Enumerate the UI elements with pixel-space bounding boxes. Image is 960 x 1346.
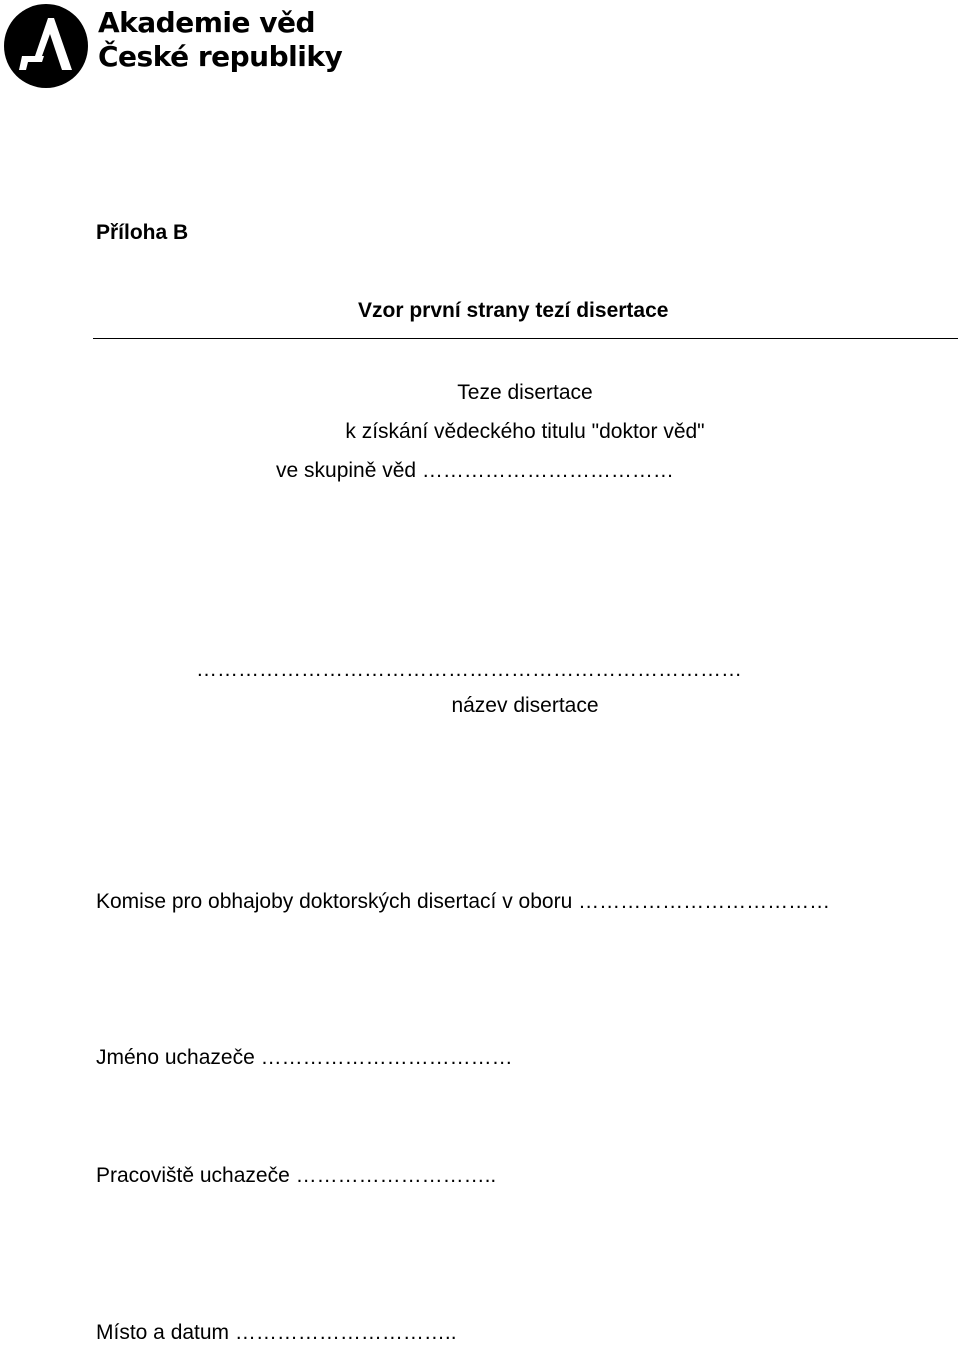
candidate-workplace-line: Pracoviště uchazeče ……………………….. — [96, 1164, 497, 1187]
page-heading: Vzor první strany tezí disertace — [358, 299, 669, 322]
academy-a-logo-icon — [4, 4, 88, 88]
dissertation-title-placeholder: …………………………………………………………………… — [196, 658, 742, 681]
degree-line: k získání vědeckého titulu "doktor věd" — [345, 420, 705, 443]
logo-line-1: Akademie věd — [98, 6, 316, 39]
place-date-line: Místo a datum ………………………….. — [96, 1321, 457, 1344]
dissertation-title-label: název disertace — [451, 694, 599, 717]
committee-line: Komise pro obhajoby doktorských disertací v oboru ……………………………… — [96, 890, 831, 913]
logo-wordmark — [98, 6, 342, 74]
logo-line-2: České republiky — [98, 40, 343, 73]
annex-label: Příloha B — [96, 221, 189, 244]
science-group-line: ve skupině věd ……………………………… — [276, 459, 674, 482]
theses-title: Teze disertace — [457, 381, 593, 404]
candidate-name-line: Jméno uchazeče ……………………………… — [96, 1046, 513, 1069]
academy-logo — [0, 0, 343, 92]
heading-divider — [93, 338, 958, 339]
